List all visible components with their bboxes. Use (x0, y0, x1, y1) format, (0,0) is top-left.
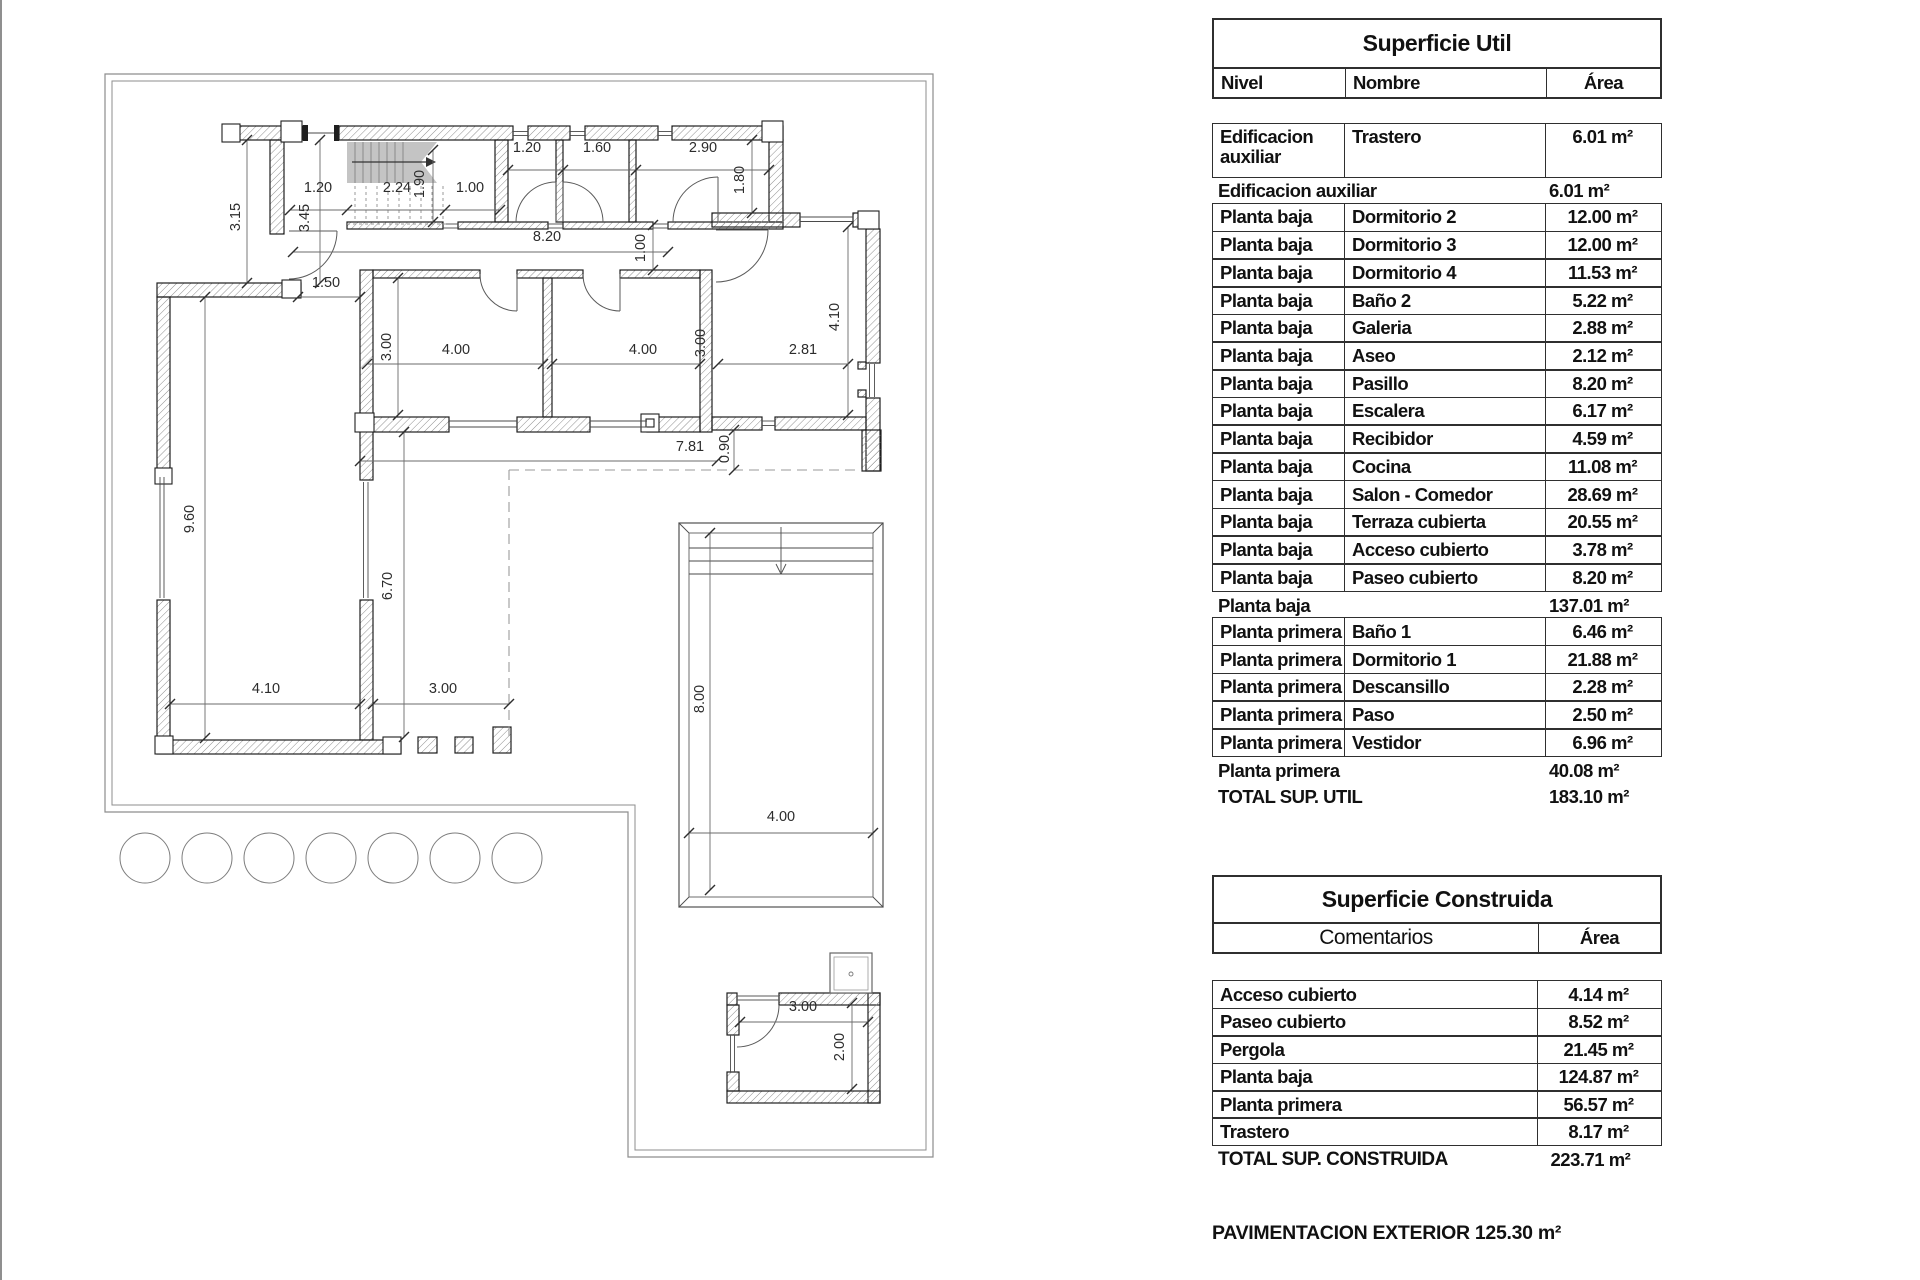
pavimentacion-note: PAVIMENTACION EXTERIOR 125.30 m² (1212, 1222, 1562, 1244)
area-cell: 6.01 m² (1545, 124, 1659, 177)
nivel-cell: Planta baja (1220, 289, 1313, 311)
area-cell: 6.17 m² (1545, 398, 1659, 425)
row-label: TOTAL SUP. UTIL (1218, 786, 1363, 808)
dimension-label: 4.10 (827, 302, 843, 332)
area-cell: 56.57 m² (1537, 1091, 1659, 1118)
nivel-cell: Planta baja (1220, 372, 1313, 394)
nivel-cell: Planta baja (1220, 511, 1313, 533)
nivel-cell: Planta baja (1220, 455, 1313, 477)
nombre-cell: Dormitorio 1 (1344, 646, 1545, 673)
dimension-label: 1.50 (311, 275, 341, 291)
row-label: Planta primera (1218, 759, 1340, 781)
dimension-label: 3.15 (228, 202, 244, 232)
nombre-cell: Trastero (1344, 124, 1545, 177)
nivel-cell: Planta primera (1220, 731, 1342, 753)
nivel-cell: Planta baja (1220, 344, 1313, 366)
area-cell: 21.88 m² (1545, 646, 1659, 673)
nombre-cell: Escalera (1344, 398, 1545, 425)
total-row (1212, 784, 1662, 811)
area-cell: 6.01 m² (1549, 180, 1610, 202)
superficie-construida-table (1212, 875, 1662, 1173)
nombre-cell: Descansillo (1344, 674, 1545, 701)
nivel-cell: Planta baja (1220, 483, 1313, 505)
dimension-label: 2.24 (382, 180, 412, 196)
dimension-label: 7.81 (675, 439, 705, 455)
superficie-util-rows (1212, 123, 1662, 810)
superficie-util-header (1212, 69, 1662, 99)
dimension-label: 3.45 (297, 203, 313, 233)
area-cell: 3.78 m² (1545, 536, 1659, 563)
area-cell: 2.12 m² (1545, 342, 1659, 369)
dimension-label: 8.20 (532, 229, 562, 245)
nivel-cell: Planta baja (1220, 566, 1313, 588)
dimension-label: 4.00 (766, 809, 796, 825)
nombre-cell: Galeria (1344, 315, 1545, 342)
table-row (1212, 369, 1662, 398)
area-cell: 6.46 m² (1545, 618, 1659, 645)
table-row (1212, 424, 1662, 453)
area-cell: 124.87 m² (1537, 1064, 1659, 1091)
dimension-label: 9.60 (182, 504, 198, 534)
row-label: Planta baja (1218, 594, 1311, 616)
nombre-cell: Paso (1344, 701, 1545, 728)
table-row (1212, 452, 1662, 481)
column-header: Nombre (1345, 69, 1546, 97)
table-row (1212, 480, 1662, 509)
nivel-cell: Planta baja (1220, 261, 1313, 283)
superficie-util-title: Superficie Util (1212, 18, 1662, 69)
nombre-cell: Dormitorio 4 (1344, 259, 1545, 286)
area-cell: 40.08 m² (1549, 759, 1620, 781)
comentario-cell: Pergola (1220, 1038, 1285, 1060)
table-row (1212, 508, 1662, 537)
dimension-label: 1.20 (512, 140, 542, 156)
nombre-cell: Terraza cubierta (1344, 509, 1545, 536)
nombre-cell: Baño 2 (1344, 287, 1545, 314)
dimension-label: 1.00 (633, 233, 649, 263)
table-row (1212, 617, 1662, 646)
area-cell: 8.52 m² (1537, 1009, 1659, 1036)
dimension-label: 4.00 (441, 342, 471, 358)
row-label: TOTAL SUP. CONSTRUIDA (1218, 1148, 1448, 1170)
subtotal-row (1212, 757, 1662, 784)
nombre-cell: Paseo cubierto (1344, 564, 1545, 591)
table-gap (1212, 99, 1662, 125)
dimension-label: 2.81 (788, 342, 818, 358)
nivel-cell: Planta baja (1220, 206, 1313, 228)
dimension-label: 1.00 (455, 180, 485, 196)
table-row (1212, 728, 1662, 757)
area-cell: 8.17 m² (1537, 1118, 1659, 1145)
nombre-cell: Dormitorio 3 (1344, 232, 1545, 259)
table-row (1212, 1090, 1662, 1119)
dimension-label: 1.90 (412, 169, 428, 199)
nivel-cell: Planta baja (1220, 317, 1313, 339)
nivel-cell: Planta baja (1220, 234, 1313, 256)
table-row (1212, 1008, 1662, 1037)
nivel-cell: Planta primera (1220, 676, 1342, 698)
area-cell: 20.55 m² (1545, 509, 1659, 536)
comentario-cell: Planta primera (1220, 1093, 1342, 1115)
area-cell: 2.28 m² (1545, 674, 1659, 701)
nombre-cell: Pasillo (1344, 370, 1545, 397)
nivel-cell: Planta primera (1220, 648, 1342, 670)
nivel-cell: Planta primera (1220, 620, 1342, 642)
table-row (1212, 341, 1662, 370)
area-cell: 2.88 m² (1545, 315, 1659, 342)
table-row (1212, 1063, 1662, 1092)
table-row (1212, 1035, 1662, 1064)
nombre-cell: Acceso cubierto (1344, 536, 1545, 563)
column-header: Área (1538, 924, 1660, 952)
comentario-cell: Planta baja (1220, 1066, 1313, 1088)
auxiliary-building (727, 953, 880, 1103)
nombre-cell: Baño 1 (1344, 618, 1545, 645)
dimension-label: 1.20 (303, 180, 333, 196)
nombre-cell: Vestidor (1344, 729, 1545, 756)
comentario-cell: Trastero (1220, 1120, 1290, 1142)
nombre-cell: Recibidor (1344, 425, 1545, 452)
table-row (1212, 397, 1662, 426)
dimension-label: 6.70 (380, 571, 396, 601)
dimension-label: 2.90 (688, 140, 718, 156)
table-row (1212, 535, 1662, 564)
landscape-circles (120, 833, 542, 883)
superficie-construida-rows (1212, 980, 1662, 1173)
nombre-cell: Aseo (1344, 342, 1545, 369)
area-cell: 6.96 m² (1545, 729, 1659, 756)
dimension-label: 3.00 (693, 328, 709, 358)
area-cell: 183.10 m² (1549, 786, 1629, 808)
comentario-cell: Paseo cubierto (1220, 1011, 1346, 1033)
nivel-cell: Planta baja (1220, 538, 1313, 560)
dimension-label: 1.80 (732, 165, 748, 195)
nombre-cell: Salon - Comedor (1344, 481, 1545, 508)
area-cell: 28.69 m² (1545, 481, 1659, 508)
dimension-label: 4.10 (251, 681, 281, 697)
dimension-label: 0.90 (717, 434, 733, 464)
area-cell: 21.45 m² (1537, 1036, 1659, 1063)
comentario-cell: Acceso cubierto (1220, 983, 1357, 1005)
area-cell: 2.50 m² (1545, 701, 1659, 728)
table-row (1212, 700, 1662, 729)
area-cell: 4.14 m² (1537, 981, 1659, 1008)
dimension-label: 4.00 (628, 342, 658, 358)
area-cell: 11.08 m² (1545, 453, 1659, 480)
column-header: Comentarios (1319, 925, 1433, 949)
table-row (1212, 980, 1662, 1009)
area-cell: 8.20 m² (1545, 370, 1659, 397)
area-cell: 4.59 m² (1545, 425, 1659, 452)
table-row (1212, 203, 1662, 232)
table-row (1212, 563, 1662, 592)
superficie-construida-header (1212, 924, 1662, 954)
area-cell: 12.00 m² (1545, 232, 1659, 259)
nivel-cell: Planta baja (1220, 400, 1313, 422)
superficie-construida-title: Superficie Construida (1212, 875, 1662, 924)
dimension-label: 8.00 (692, 684, 708, 714)
dimension-label: 1.60 (582, 140, 612, 156)
table-row (1212, 673, 1662, 702)
area-cell: 137.01 m² (1549, 594, 1629, 616)
nombre-cell: Cocina (1344, 453, 1545, 480)
nombre-cell: Dormitorio 2 (1344, 204, 1545, 231)
area-cell: 11.53 m² (1545, 259, 1659, 286)
nivel-cell: Edificacion auxiliar (1220, 126, 1314, 168)
nivel-cell: Planta primera (1220, 703, 1342, 725)
table-row (1212, 1117, 1662, 1146)
total-row (1212, 1146, 1662, 1173)
table-row (1212, 314, 1662, 343)
area-cell: 223.71 m² (1550, 1148, 1631, 1170)
dimension-label: 3.00 (788, 999, 818, 1015)
subtotal-row (1212, 592, 1662, 619)
subtotal-row (1212, 178, 1662, 205)
row-label: Edificacion auxiliar (1218, 180, 1377, 202)
table-row (1212, 123, 1662, 178)
superficie-util-table (1212, 18, 1662, 810)
area-cell: 5.22 m² (1545, 287, 1659, 314)
table-gap (1212, 954, 1662, 982)
dimension-label: 2.00 (832, 1032, 848, 1062)
nivel-cell: Planta baja (1220, 428, 1313, 450)
table-row (1212, 231, 1662, 260)
area-cell: 8.20 m² (1545, 564, 1659, 591)
dimension-label: 3.00 (428, 681, 458, 697)
area-cell: 12.00 m² (1545, 204, 1659, 231)
table-row (1212, 645, 1662, 674)
column-header: Área (1546, 69, 1660, 97)
table-row (1212, 286, 1662, 315)
dimension-label: 3.00 (379, 332, 395, 362)
table-row (1212, 258, 1662, 287)
column-header: Nivel (1221, 72, 1263, 94)
